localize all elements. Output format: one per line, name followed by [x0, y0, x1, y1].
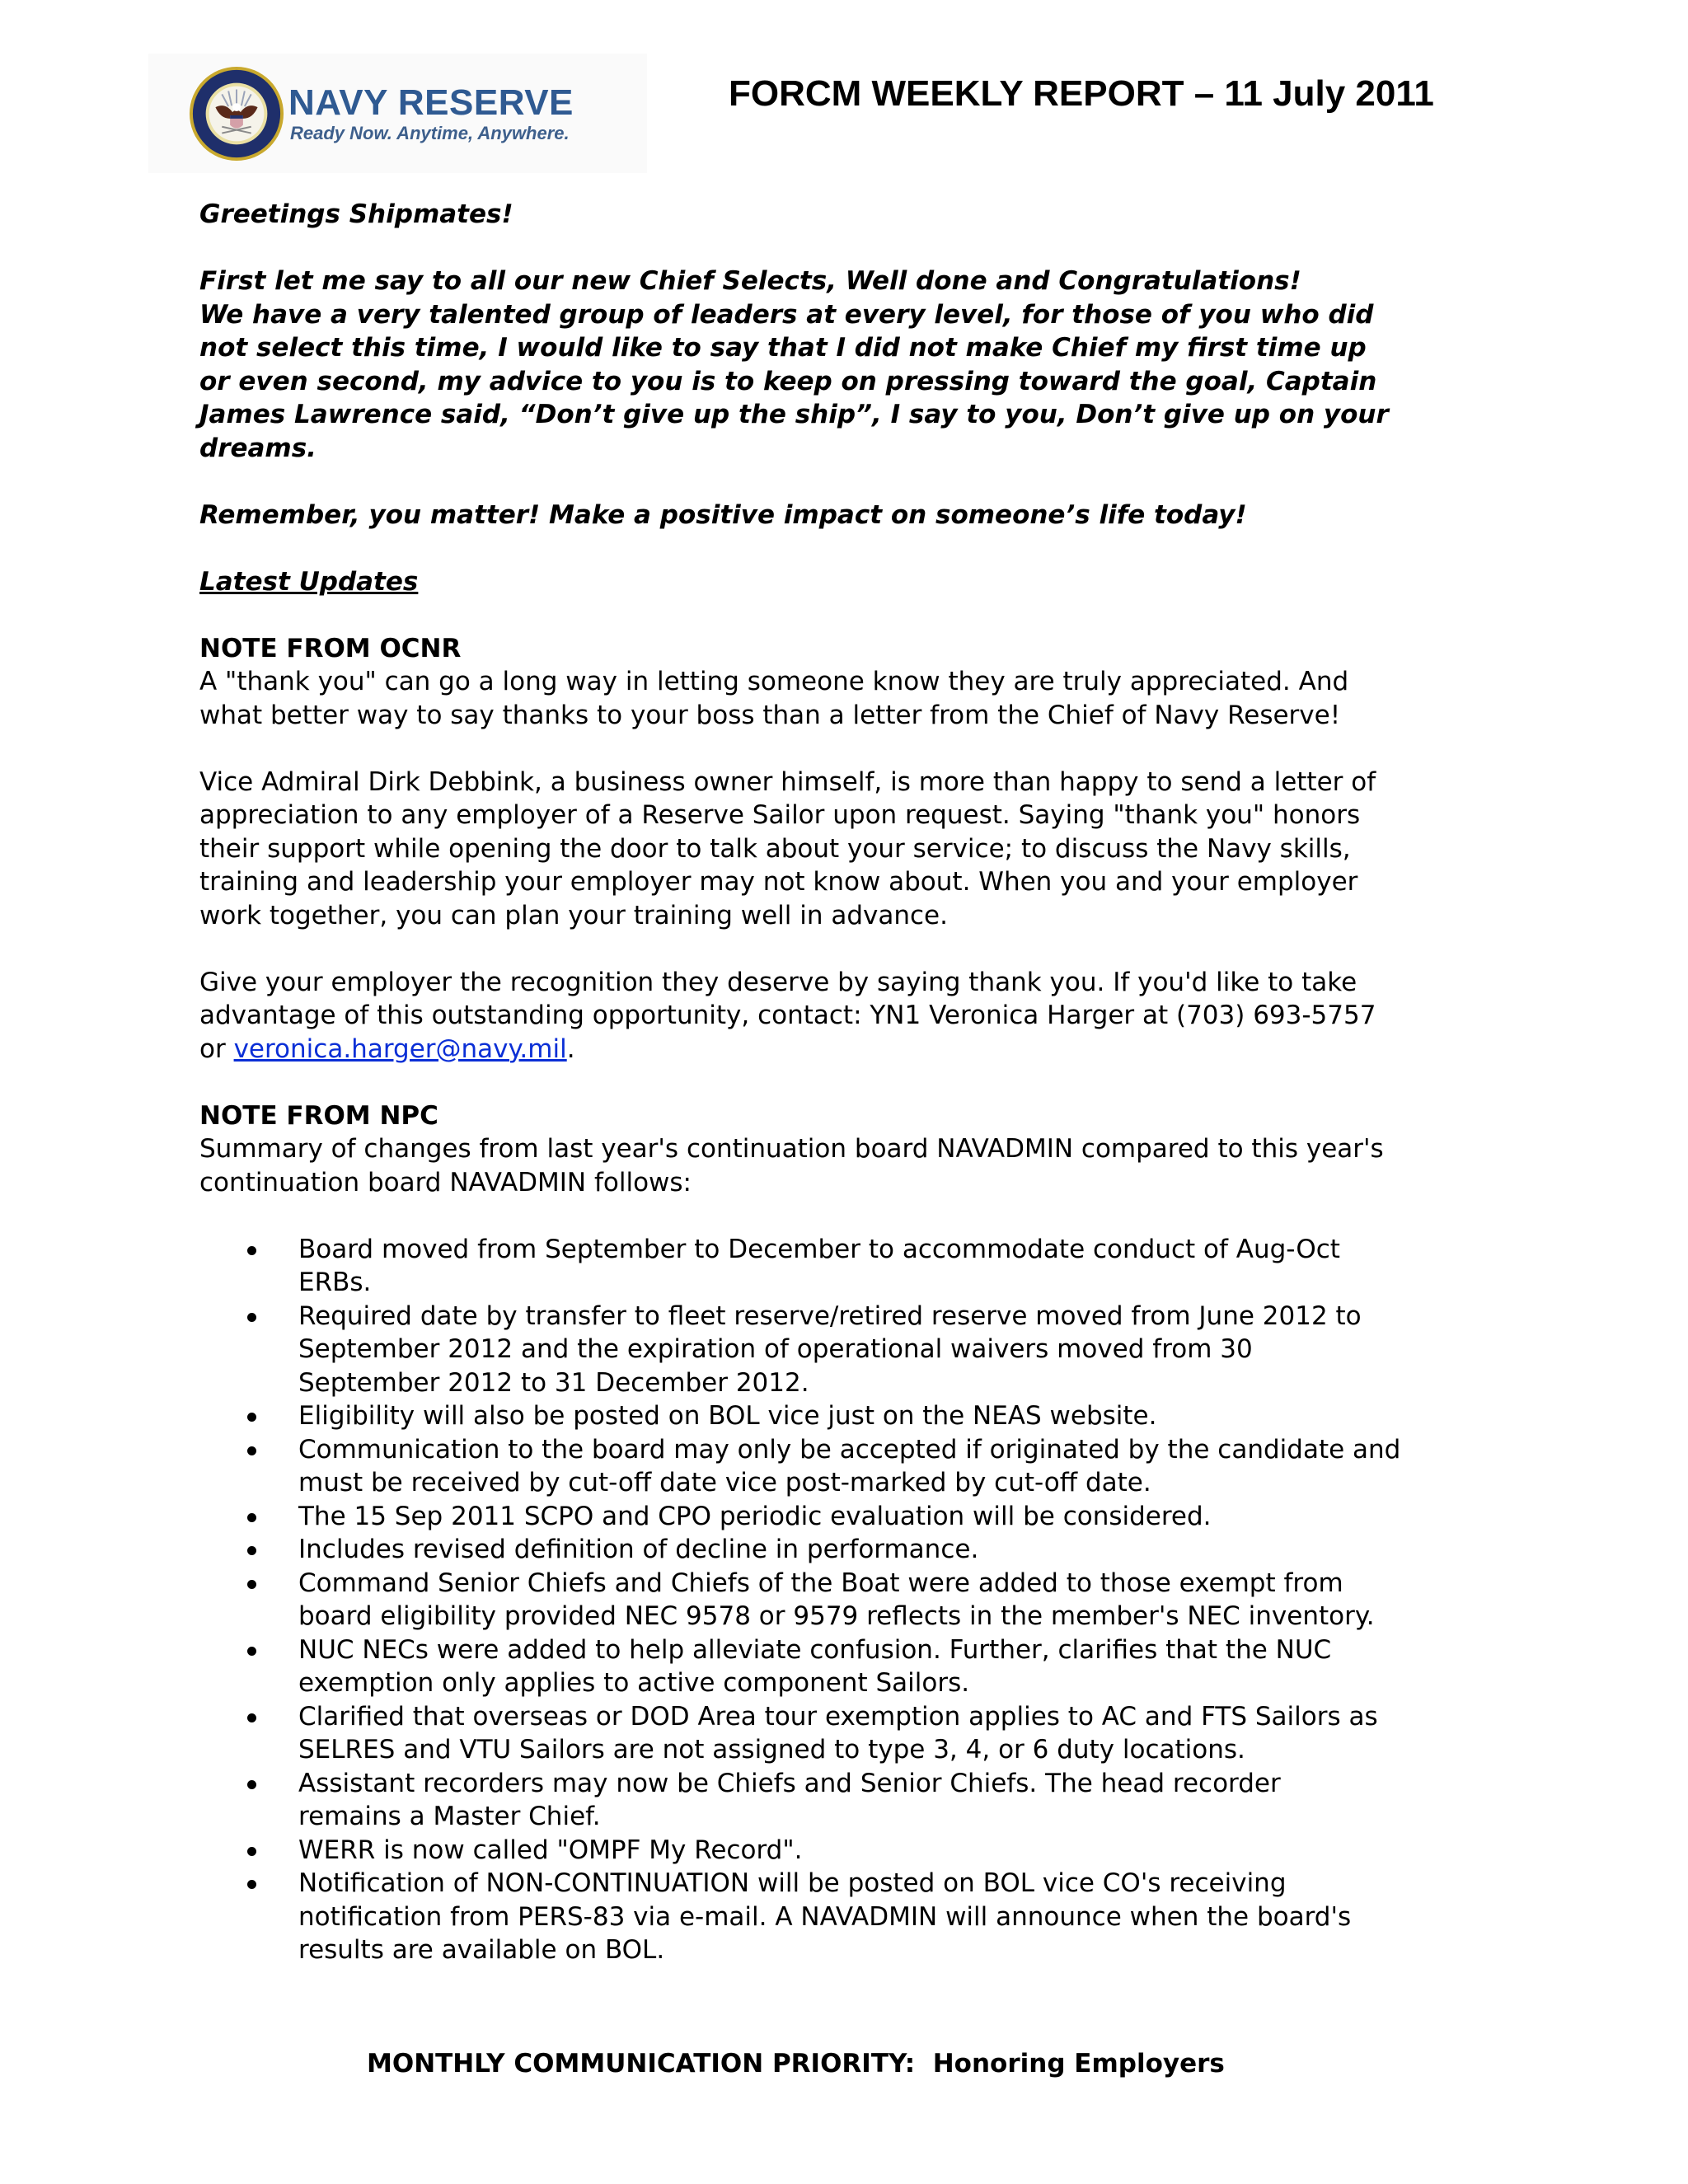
bullet-icon: [247, 1546, 256, 1555]
text-line: Give your employer the recognition they deserve by saying thank you. If you'd like to take: [199, 967, 1357, 997]
list-item: [199, 1767, 1518, 1834]
text-line: James Lawrence said, “Don’t give up the ship”, I say to you, Don’t give up on your: [199, 400, 1389, 429]
text-line: training and leadership your employer may not know about. When you and your employer: [199, 867, 1358, 897]
text-line: what better way to say thanks to your boss than a letter from the Chief of Navy Reserve!: [199, 700, 1341, 730]
text-line: their support while opening the door to talk about your service; to discuss the Navy skills,: [199, 833, 1351, 864]
text-line: NUC NECs were added to help alleviate confusion. Further, clarifies that the NUC: [298, 1634, 1332, 1665]
text-fragment: .: [566, 1033, 575, 1064]
ocnr-heading: NOTE FROM OCNR: [199, 633, 462, 663]
text-line: board eligibility provided NEC 9578 or 9579 reflects in the member's NEC inventory.: [298, 1601, 1375, 1631]
text-line: continuation board NAVADMIN follows:: [199, 1167, 692, 1197]
bullet-icon: [247, 1880, 256, 1889]
bullet-icon: [247, 1713, 256, 1722]
list-item: [199, 1233, 1518, 1300]
greeting: Greetings Shipmates!: [199, 199, 513, 229]
bullet-icon: [247, 1413, 256, 1422]
monthly-communication-priority: MONTHLY COMMUNICATION PRIORITY: Honoring Employers: [367, 2049, 1225, 2079]
text-line: advantage of this outstanding opportunity, contact: YN1 Veronica Harger at (703) 693-5757: [199, 1001, 1376, 1030]
bullet-icon: [247, 1513, 256, 1522]
text-line: results are available on BOL.: [298, 1935, 665, 1965]
latest-updates-heading: Latest Updates: [199, 566, 419, 597]
text-line: remains a Master Chief.: [298, 1802, 601, 1831]
bullet-icon: [247, 1446, 256, 1455]
text-line: First let me say to all our new Chief Selects, Well done and Congratulations!: [199, 266, 1301, 296]
us-navy-seal-icon: [188, 65, 285, 162]
list-item: [199, 1433, 1518, 1500]
text-line: Summary of changes from last year's continuation board NAVADMIN compared to this year's: [199, 1134, 1384, 1164]
list-item: [199, 1500, 1518, 1534]
text-line: SELRES and VTU Sailors are not assigned to type 3, 4, or 6 duty locations.: [298, 1735, 1245, 1765]
text-line: notification from PERS-83 via e-mail. A NAVADMIN will announce when the board's: [298, 1901, 1352, 1932]
text-line: September 2012 to 31 December 2012.: [298, 1367, 809, 1398]
text-line: Vice Admiral Dirk Debbink, a business owner himself, is more than happy to send a letter of: [199, 766, 1376, 797]
logo-title: NAVY RESERVE: [288, 82, 574, 123]
text-line: WERR is now called "OMPF My Record".: [298, 1835, 803, 1865]
bullet-icon: [247, 1647, 256, 1656]
text-line: dreams.: [199, 433, 316, 463]
text-line: work together, you can plan your training well in advance.: [199, 900, 948, 930]
bullet-icon: [247, 1780, 256, 1789]
text-line: The 15 Sep 2011 SCPO and CPO periodic evaluation will be considered.: [298, 1501, 1212, 1531]
text-line: We have a very talented group of leaders at every level, for those of you who did: [199, 299, 1374, 330]
text-line: A "thank you" can go a long way in letting someone know they are truly appreciated. And: [199, 667, 1349, 696]
text-line: Clarified that overseas or DOD Area tour exemption applies to AC and FTS Sailors as: [298, 1701, 1378, 1732]
text-line: ERBs.: [298, 1268, 372, 1297]
contact-line: [199, 1033, 1518, 1066]
text-line: September 2012 and the expiration of operational waivers moved from 30: [298, 1334, 1253, 1364]
list-item: [199, 1533, 1518, 1567]
report-title: FORCM WEEKLY REPORT – 11 July 2011: [729, 73, 1434, 114]
remember-statement: Remember, you matter! Make a positive impact on someone’s life today!: [199, 499, 1247, 530]
list-item: [199, 1700, 1518, 1767]
list-item: [199, 1300, 1518, 1400]
navy-reserve-logo: [148, 54, 647, 173]
text-line: appreciation to any employer of a Reserve Sailor upon request. Saying "thank you" honors: [199, 800, 1361, 830]
text-line: Board moved from September to December to accommodate conduct of Aug-Oct: [298, 1234, 1340, 1264]
text-line: not select this time, I would like to say that I did not make Chief my first time up: [199, 333, 1367, 363]
congratulations-paragraph: [199, 265, 1518, 465]
list-item: [199, 1399, 1518, 1433]
report-body: [199, 198, 1518, 1967]
npc-changes-list: [199, 1233, 1518, 1967]
text-line: or even second, my advice to you is to keep on pressing toward the goal, Captain: [199, 366, 1377, 396]
ocnr-note: [199, 632, 1518, 1066]
text-line: Includes revised definition of decline in performance.: [298, 1535, 979, 1564]
text-line: Required date by transfer to fleet reserve/retired reserve moved from June 2012 to: [298, 1301, 1362, 1331]
bullet-icon: [247, 1313, 256, 1322]
bullet-icon: [247, 1246, 256, 1255]
text-fragment: or: [199, 1033, 234, 1064]
text-line: Command Senior Chiefs and Chiefs of the Boat were added to those exempt from: [298, 1568, 1343, 1598]
text-line: Assistant recorders may now be Chiefs and Senior Chiefs. The head recorder: [298, 1768, 1281, 1798]
bullet-icon: [247, 1847, 256, 1856]
list-item: [199, 1834, 1518, 1868]
text-line: Communication to the board may only be accepted if originated by the candidate and: [298, 1434, 1401, 1465]
list-item: [199, 1633, 1518, 1700]
text-line: Notification of NON-CONTINUATION will be posted on BOL vice CO's receiving: [298, 1868, 1287, 1898]
text-line: exemption only applies to active component Sailors.: [298, 1668, 970, 1698]
npc-heading: NOTE FROM NPC: [199, 1100, 438, 1131]
npc-note: [199, 1099, 1518, 1967]
email-link[interactable]: veronica.harger@navy.mil: [233, 1033, 567, 1064]
logo-tagline: Ready Now. Anytime, Anywhere.: [290, 123, 570, 143]
text-line: must be received by cut-off date vice post-marked by cut-off date.: [298, 1468, 1151, 1497]
bullet-icon: [247, 1580, 256, 1589]
text-line: Eligibility will also be posted on BOL vice just on the NEAS website.: [298, 1401, 1157, 1431]
list-item: [199, 1567, 1518, 1633]
list-item: [199, 1867, 1518, 1967]
